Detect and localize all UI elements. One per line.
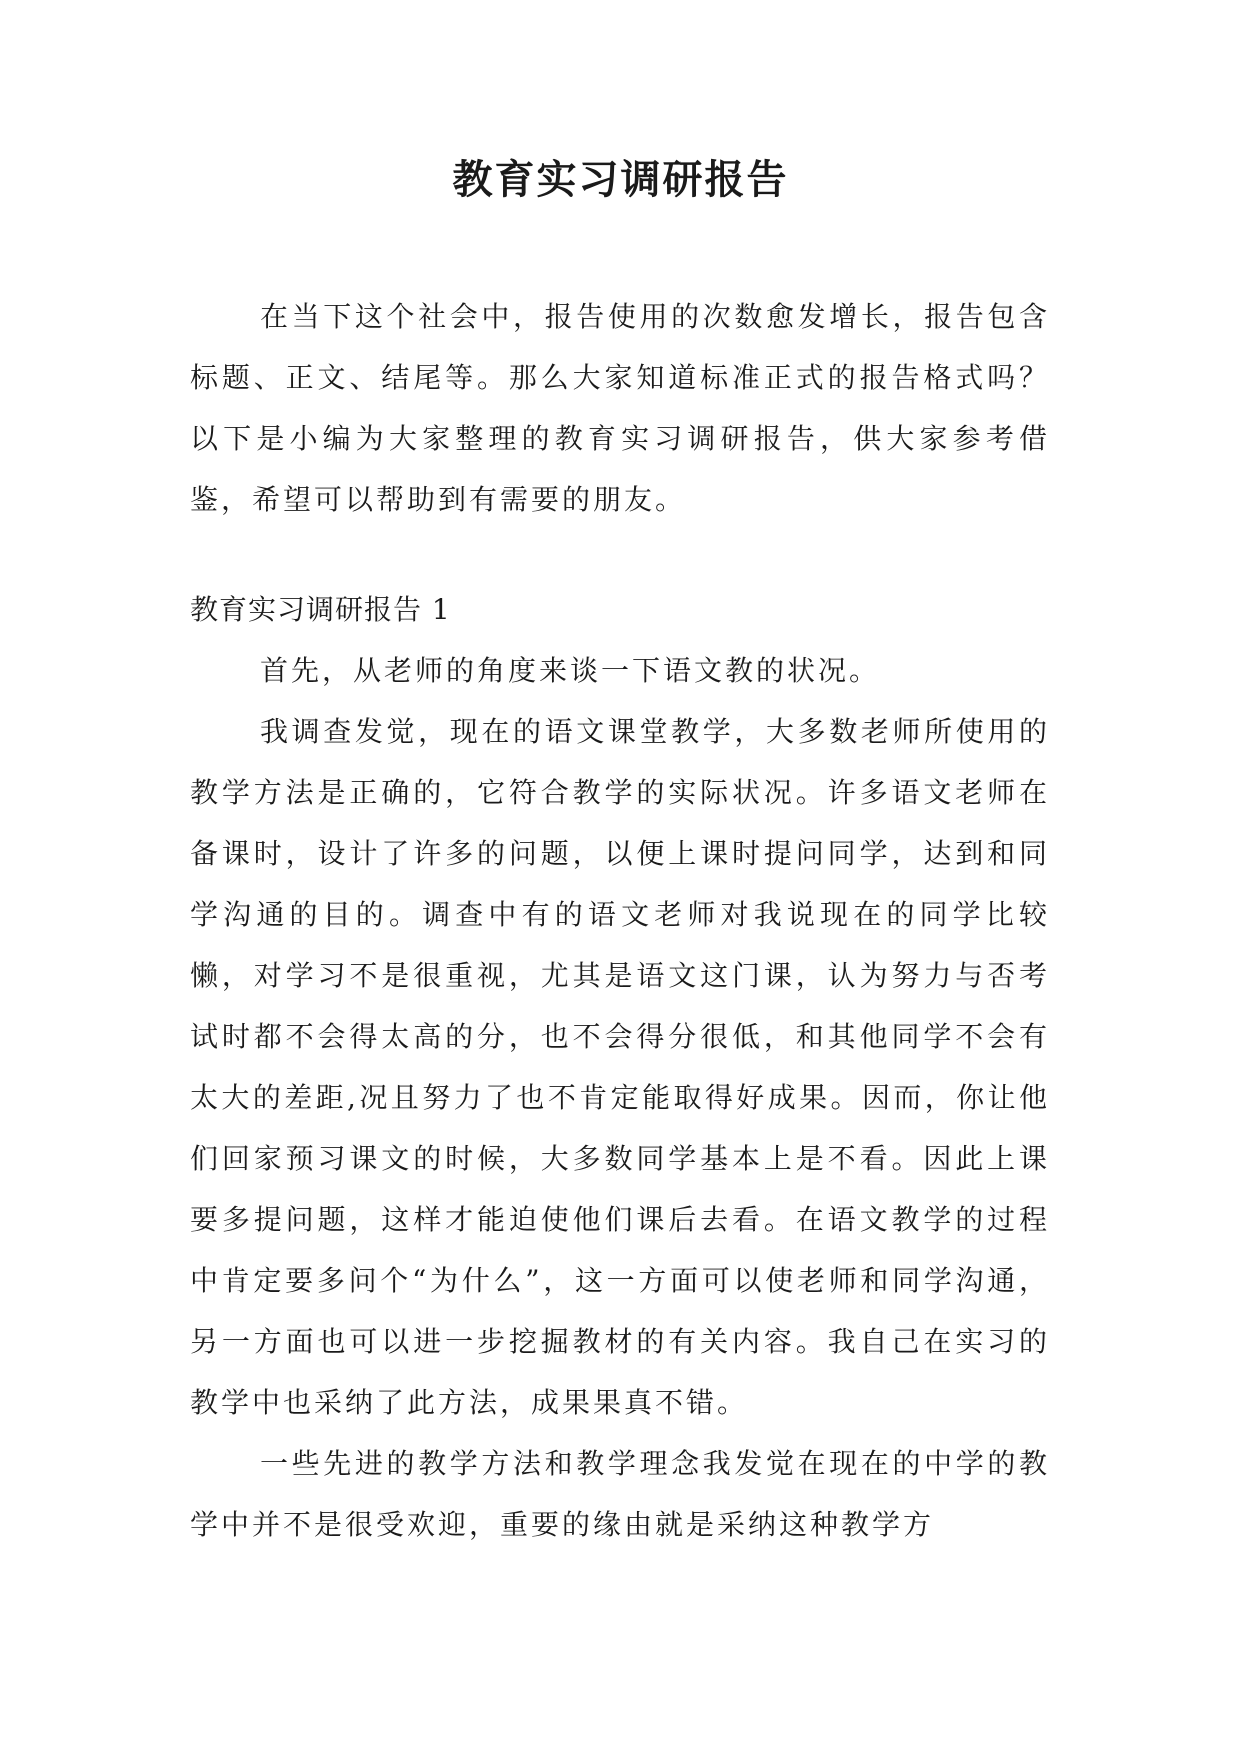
section-heading: 教育实习调研报告 1 [190, 593, 451, 626]
section-body [190, 640, 1050, 1555]
document-title: 教育实习调研报告 [452, 156, 789, 203]
body-paragraph: 首先，从老师的角度来谈一下语文教的状况。 [260, 654, 881, 687]
body-paragraph: 我调查发觉，现在的语文课堂教学，大多数老师所使用的教学方法是正确的，它符合教学的实际状况。许多语文老师在备课时，设计了许多的问题，以便上课时提问同学，达到和同学沟通的目的。调查中有的语文老师对我说现在的同学比较懒，对学习不是很重视，尤其是语文这门课，认为努力与否考试时都不会得太高的分，也不会得分很低，和其他同学不会有太大的差距,况且努力了也不肯定能取得好成果。因而，你让他们回家预习课文的时候，大多数同学基本上是不看。因此上课要多提问题，这样才能迫使他们课后去看。在语文教学的过程中肯定要多问个“为什么”，这一方面可以使老师和同学沟通，另一方面也可以进一步挖掘教材的有关内容。我自己在实习的教学中也采纳了此方法，成果果真不错。 [190, 715, 1050, 1419]
intro-paragraph: 在当下这个社会中，报告使用的次数愈发增长，报告包含标题、正文、结尾等。那么大家知道标准正式的报告格式吗？以下是小编为大家整理的教育实习调研报告，供大家参考借鉴，希望可以帮助到有需要的朋友。 [190, 300, 1050, 516]
body-paragraph: 一些先进的教学方法和教学理念我发觉在现在的中学的教学中并不是很受欢迎，重要的缘由就是采纳这种教学方 [190, 1447, 1050, 1541]
